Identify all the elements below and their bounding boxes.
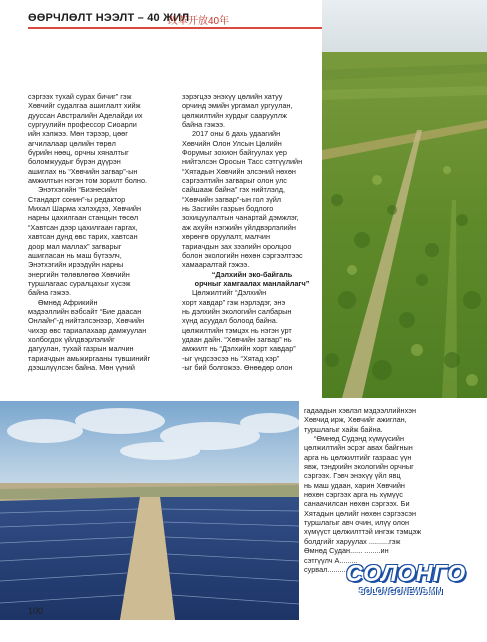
- aerial-grassland-photo: [322, 0, 487, 398]
- section-title: ӨӨРЧЛӨЛТ НЭЭЛТ – 40 ЖИЛ: [28, 12, 190, 24]
- logo-url: SOLONGONEWS.MN: [359, 587, 443, 596]
- text-line: Хөвчийн Олон Улсын Цөлийн: [182, 138, 282, 148]
- text-line: нь Засгийн газрын бодлого: [182, 204, 274, 214]
- text-line: Цөлжилтийг “Дэлхийн: [192, 288, 267, 298]
- text-line: Форумыг зохион байгуулах үер: [182, 148, 287, 158]
- text-line: сэргээх тухай сурах бичиг” гэж: [28, 92, 132, 101]
- text-line: Өмнөд Судан...... ........ин: [304, 546, 389, 556]
- text-line: агчилалаар цөлийн төрөл: [28, 138, 116, 148]
- text-line: тариачдын зах зээлийн оролцоо: [182, 241, 292, 251]
- section-subtitle-chinese: 改革开放40年: [168, 16, 230, 27]
- text-line: нь маш удаан, харин Хөвчийн: [304, 480, 405, 490]
- text-line: зохицуулалтын чанартай дэмжлэг,: [182, 213, 299, 223]
- text-line: сэргээх. Гэвч энэхүү үйл явц: [304, 471, 401, 481]
- text-line: холбогдох үйлдвэрлэлийг: [28, 334, 115, 344]
- text-line: цөлжилтийн хурдыг саарууллж: [182, 110, 287, 120]
- text-line: нарны цахилгаан станцын төсөл: [28, 213, 139, 223]
- text-line: хамааралтай гэжээ.: [182, 260, 250, 270]
- text-line: -ыг бий болгожээ. Өнөөдөр олон: [182, 362, 293, 372]
- text-line: Михал Шарма хэлэхдээ, Хөвчийн: [28, 204, 142, 214]
- text-line: Энэтхэгийн ирээдүйн нарны: [28, 260, 124, 270]
- text-line: дагуулан, тухай газрын малчин: [28, 344, 134, 354]
- logo-wordmark: СОЛОНГО: [346, 560, 466, 586]
- subheading-line: орчныг хамгаалах манлайлагч”: [194, 278, 310, 288]
- text-line: болон экологийн нөхөн сэргээлтээс: [182, 250, 303, 260]
- text-line: арга нь цөлжилтийг газраас үүн: [304, 452, 412, 462]
- text-line: амжилтын нэгэн том зорилт болно.: [28, 176, 148, 186]
- text-line: “Хавтсан дээр цахилгаан гаргах,: [28, 222, 138, 232]
- text-line: туршлагыг авч очин, илүү олон: [304, 518, 410, 528]
- text-line: санаачилсан нөхөн сэргээх. Би: [304, 499, 410, 509]
- text-line: хорт хавдар” гэж нэрлэдэг, энэ: [182, 297, 286, 307]
- text-line: чихэр өвс тариалахаар дамжуулан: [28, 325, 147, 335]
- text-line: нийтэлсэн Оросын Тасс сэтгүүлийн: [182, 157, 303, 167]
- text-line: дуусcан Австралийн Аделайди их: [28, 110, 143, 120]
- text-line: -ыг үндсээсээ нь “Хятад хэр”: [182, 353, 280, 363]
- text-line: болдгийг харуулах ..........гэж: [304, 536, 401, 546]
- text-line: дээшлүүлсэн байна. Мөн үүний: [28, 362, 135, 372]
- text-line: нөхөн сэргээх арга нь хүмүүс: [304, 490, 403, 500]
- text-line: удаан дайн. “Хөвчийн загвар” нь: [182, 334, 292, 344]
- subheading-line: “Дэлхийн эко-байгаль: [211, 269, 293, 279]
- text-line: Энэтхэгийн “Бизнесийн: [38, 185, 117, 195]
- text-line: “Хөвчийн загвар”-ын гол зүйл: [182, 194, 282, 204]
- text-line: хүмүүст цөлжилттэй ингэж тэмцэж: [304, 527, 422, 537]
- text-line: сэтгүүлч А.........: [304, 555, 358, 565]
- text-line: сэргээлтийн загварыг олон улс: [182, 176, 287, 186]
- text-line: хөрөнгө оруулалт, малчин: [182, 232, 271, 242]
- solongo-logo: [346, 560, 466, 608]
- text-line: Өмнөд Африкийн: [38, 297, 98, 307]
- text-line: “Хятадын Хөвчийн элсэний нөхөн: [182, 166, 296, 176]
- text-line: энергийн төлөвлөгөө Хөвчийн: [28, 269, 130, 279]
- text-line: Стандарт сонин”-ы редактор: [28, 194, 126, 204]
- solar-farm-photo: [0, 401, 299, 620]
- text-line: доор мал маллах” загварыг: [28, 241, 122, 251]
- page-number: 100: [28, 606, 44, 616]
- text-line: “Өмнөд Судэнд хүмүүсийн: [314, 434, 404, 444]
- text-line: сайшааж байна” гэх нийтлэлд,: [182, 185, 286, 195]
- text-line: ашиглах нь “Хөвчийн загвар”-ын: [28, 166, 138, 176]
- text-line: ийн хэлжээ. Мөн тэрээр, цөөг: [28, 129, 128, 139]
- text-line: орчинд эмийн ургамал ургуулан,: [182, 101, 293, 111]
- text-line: боломжуудыг бүрэн дүүрэн: [28, 157, 121, 167]
- text-line: Хөвчийг судалгаа ашиглалт хийж: [28, 101, 141, 111]
- text-line: сурвал...........: [304, 564, 350, 574]
- text-line: зэрэгцээ энэхүү цөлийн хатуу: [182, 92, 283, 101]
- text-line: явж, тэндхийн экологийн орчныг: [304, 462, 414, 472]
- text-line: тариачдын амьжиргааны түвшинийг: [28, 353, 151, 363]
- text-line: байна гэжээ.: [182, 120, 226, 130]
- text-line: ашиглаcан нь маш бүтээлч,: [28, 250, 122, 260]
- text-line: сургуулийн профессор Сиоарли: [28, 120, 137, 130]
- text-line: нь дэлхийн экологийн салбарын: [182, 306, 292, 316]
- text-line: Хятадын цөлийг нөхөн сэргээсэн: [304, 508, 416, 518]
- text-line: хавтсан дунд өвс тарих, хавтсан: [28, 232, 138, 242]
- text-line: мэдээллийн вэбсайт “Бие даасан: [28, 306, 142, 316]
- text-line: туршлагаас суралцахыг хүсэж: [28, 278, 131, 288]
- text-line: хүнд асуудал болоод байна.: [182, 316, 278, 326]
- header-rule: [28, 27, 323, 29]
- text-line: Онлайн”-д нийтэлсэнээр, Хөвчийн: [28, 316, 145, 326]
- text-line: Хөвчид ирж, Хөвчийг ажиглан,: [304, 415, 407, 425]
- text-line: 2017 оны 6 дахь удаагийн: [192, 129, 281, 139]
- text-line: цөлжилтийн тэмцэх нь нэгэн урт: [182, 325, 292, 335]
- text-line: бүрийн нөөц, орчны хяналтыг: [28, 148, 129, 158]
- text-column-2: [182, 92, 322, 372]
- text-line: туршлагыг хайж байна.: [304, 424, 383, 434]
- text-line: амжилт нь “Дэлхийн хорт хавдар”: [182, 344, 296, 354]
- text-line: гадаадын хэвлэл мэдээллийнхэн: [304, 406, 416, 415]
- text-column-3: [304, 406, 469, 574]
- text-column-1: [28, 92, 174, 372]
- text-line: байна гэжээ.: [28, 288, 72, 298]
- text-line: цөлжилтийн эсрэг авах байгнын: [304, 443, 413, 453]
- text-line: аж ахуйн нэгжийн үйлдвэрлэлийн: [182, 222, 296, 232]
